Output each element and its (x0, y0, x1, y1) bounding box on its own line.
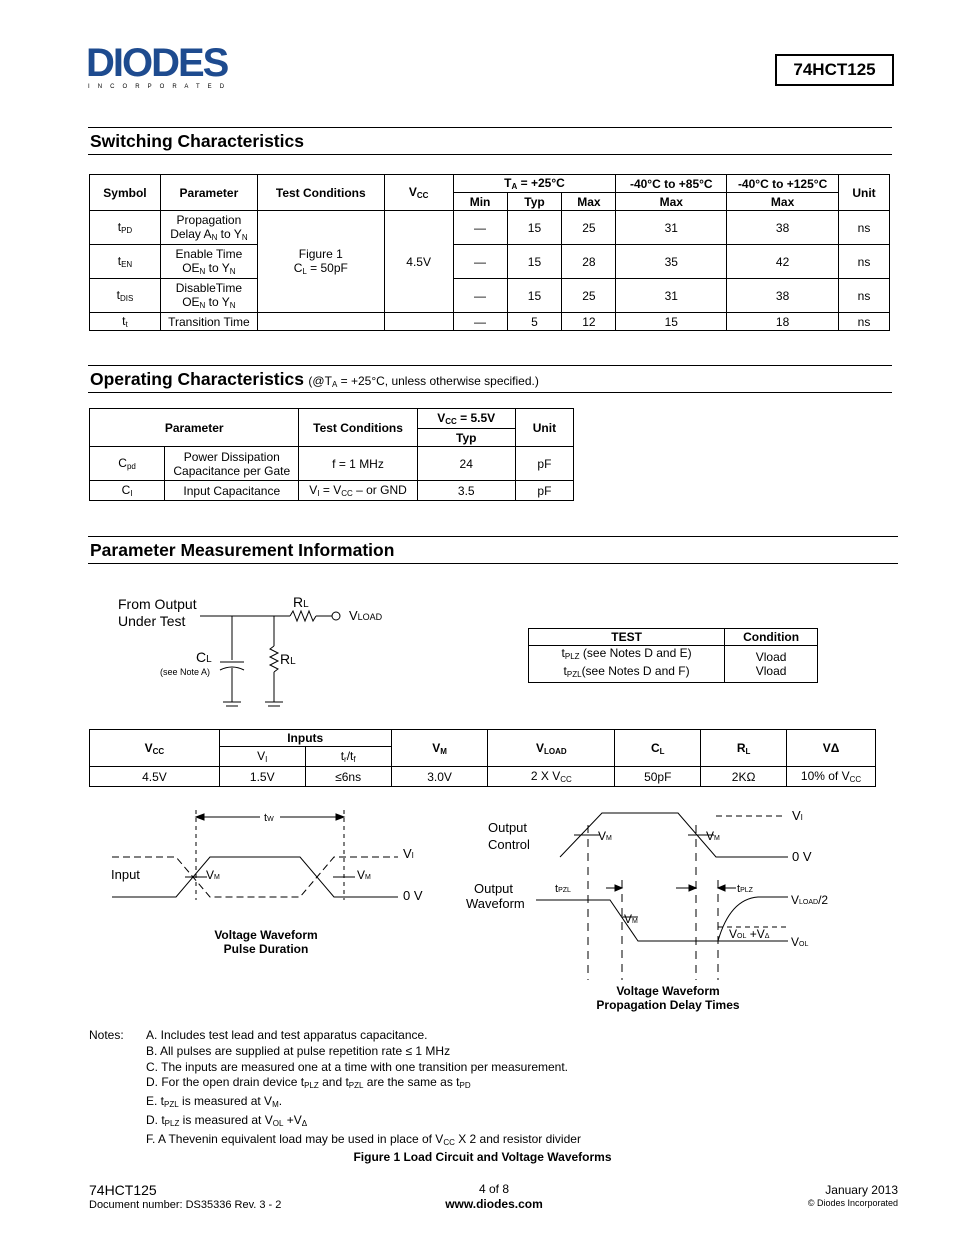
header-unit: Unit (839, 175, 890, 211)
vm-label-right: VM (357, 868, 371, 882)
header-unit: Unit (515, 409, 573, 447)
vm-label-left: VM (598, 829, 612, 843)
header-symbol: Symbol (90, 175, 161, 211)
section-rule-top (88, 365, 892, 366)
notes-list (146, 1028, 866, 1151)
section-rule-bottom (88, 154, 892, 155)
header-range85: -40°C to +85°C (616, 175, 727, 193)
operating-subtitle: ($@T_A = +25^\circ C$, unless otherwise specified.) (308, 374, 539, 389)
header-typ: Typ (417, 429, 515, 447)
switching-title: Switching Characteristics (90, 131, 304, 151)
operating-table (89, 408, 574, 501)
pulse-duration-waveform (100, 805, 430, 965)
test-condition-cell: Figure 1 $C_L = 50pF$ (257, 211, 384, 313)
vload-label: VLOAD (349, 608, 383, 623)
logo-wordmark: DIODES (86, 42, 228, 85)
header-vi: $V_I$ (219, 747, 305, 767)
table-row: $C_{pd}$ Power Dissipation Capacitance per Gate f = 1 MHz 24 pF (90, 447, 574, 481)
note-f: F. A Thevenin equivalent load may be used in place of $V_{CC}$ X 2 and resistor divider (146, 1131, 581, 1147)
header-cl: $C_L$ (615, 730, 701, 767)
delay-caption-2: Propagation Delay Times (596, 998, 740, 1012)
header-vcc: $V_{CC} = 5.5V$ (417, 409, 515, 429)
footer-page: 4 of 8 (478, 1182, 510, 1196)
rl-side-label: RL (280, 651, 296, 667)
vol-label: VOL (791, 935, 809, 949)
section-rule-bottom (88, 392, 892, 393)
figure-caption: Figure 1 Load Circuit and Voltage Waveforms (353, 1150, 612, 1164)
table-row: $t_{PD}$ Propagation Delay $A_N$ to $Y_N$ Figure 1 $C_L = 50pF$ 4.5V — 15 25 31 38 ns (90, 211, 890, 245)
header-test-conditions: Test Conditions (299, 409, 417, 447)
footer-date: January 2013 (825, 1183, 898, 1197)
vi-label: VI (792, 808, 803, 823)
header-test-conditions: Test Conditions (257, 175, 384, 211)
table-row: $t_{EN}$ Enable Time $OE_N$ to $Y_N$ — 15 28 35 42 ns (90, 245, 890, 279)
header-rl: $R_L$ (701, 730, 787, 767)
footer-part: 74HCT125 (89, 1182, 157, 1198)
tpzl-label: tPZL (555, 883, 571, 895)
tw-label: tW (264, 812, 274, 824)
section-rule-bottom (88, 563, 898, 564)
test-condition-table (528, 628, 818, 683)
note-d-plz: D. $t_{PLZ}$ is measured at $V_{OL} +V_\Delta$ (146, 1112, 308, 1128)
vi-label: VI (403, 846, 414, 861)
header-trtf: $t_r/t_f$ (305, 747, 391, 767)
header-test: TEST (529, 629, 725, 646)
output-control-label-2: Control (488, 837, 530, 852)
zero-v-label: 0 V (403, 888, 423, 903)
table-row: $t_{PLZ}$ (see Notes D and E) $t_{PZL}(see$ Notes D and F) Vload Vload (529, 646, 818, 683)
header-parameter: Parameter (160, 175, 257, 211)
table-row: $t_t$ Transition Time — 5 12 15 18 ns (90, 313, 890, 331)
operating-title: Operating Characteristics (90, 369, 304, 389)
vm-label-output: VM (624, 912, 638, 926)
header-typ: Typ (507, 193, 562, 211)
note-a: A. Includes test lead and test apparatus capacitance. (146, 1028, 428, 1042)
header-ta25: $T_A = +25^\circ C$ (453, 175, 616, 193)
header-vcc: $V_{CC}$ (90, 730, 220, 767)
output-waveform-label-2: Waveform (466, 896, 525, 911)
header-max125: Max (727, 193, 839, 211)
tplz-label: tPLZ (737, 883, 753, 895)
propagation-delay-waveform (460, 805, 860, 1017)
see-note-label: (see Note A) (160, 667, 211, 677)
input-label: Input (111, 867, 140, 882)
part-number-box (775, 54, 894, 86)
table-row: $t_{DIS}$ DisableTime $OE_N$ to $Y_N$ — 15 25 31 38 ns (90, 279, 890, 313)
vm-label-left: VM (206, 868, 220, 882)
header-vdelta: VΔ (787, 730, 876, 767)
rl-top-label: RL (293, 594, 309, 610)
notes-label: Notes: (89, 1028, 124, 1042)
vm-label-right: VM (706, 829, 720, 843)
operating-title-line (90, 369, 539, 390)
section-rule-top (88, 127, 892, 128)
footer-doc-number: Document number: DS35336 Rev. 3 - 2 (89, 1199, 282, 1211)
vload2-label: VLOAD/2 (791, 893, 829, 907)
footer-copyright: © Diodes Incorporated (807, 1198, 898, 1208)
table-row: 4.5V 1.5V ≤6ns 3.0V 2 X $V_{CC}$ 50pF 2KΩ 10% of $V_{CC}$ (90, 767, 876, 787)
table-row: $C_I$ Input Capacitance $V_I = V_{CC}$ – or GND 3.5 pF (90, 481, 574, 501)
note-b: B. All pulses are supplied at pulse repetition rate ≤ 1 MHz (146, 1043, 451, 1058)
output-control-label-1: Output (488, 820, 528, 835)
pulse-caption-2: Pulse Duration (223, 942, 309, 956)
cl-label: CL (196, 649, 212, 665)
header-vcc: $V_{CC}$ (384, 175, 453, 211)
section-rule-top (88, 536, 898, 537)
from-output-label: From Output (118, 596, 197, 612)
vcc-value-cell: 4.5V (384, 211, 453, 313)
zero-v-label: 0 V (792, 849, 812, 864)
header-vload: $V_{LOAD}$ (488, 730, 615, 767)
vol-dv-label: VOL +VΔ (729, 927, 770, 941)
note-c: C. The inputs are measured one at a time with one transition per measurement. (146, 1059, 568, 1074)
header-min: Min (453, 193, 507, 211)
part-number: 74HCT125 (793, 60, 876, 79)
switching-table (89, 174, 890, 331)
header-vm: $V_M$ (391, 730, 488, 767)
header-max85: Max (616, 193, 727, 211)
note-d: D. For the open drain device $t_{PLZ}$ and $t_{PZL}$ are the same as $t_{PD}$ (146, 1075, 471, 1091)
output-waveform-label-1: Output (474, 881, 514, 896)
header-condition: Condition (725, 629, 818, 646)
header-max: Max (562, 193, 616, 211)
footer-url[interactable]: www.diodes.com (445, 1197, 543, 1211)
under-test-label: Under Test (118, 613, 186, 629)
header-inputs: Inputs (219, 730, 391, 747)
pulse-caption-1: Voltage Waveform (214, 928, 318, 942)
load-circuit-diagram (110, 590, 400, 720)
measurement-conditions-table (89, 729, 876, 787)
note-e: E. $t_{PZL}$ is measured at $V_M$. (146, 1094, 283, 1110)
header-parameter: Parameter (90, 409, 299, 447)
logo-subtext: I N C O R P O R A T E D (88, 84, 228, 90)
diodes-logo (86, 42, 258, 90)
header-range125: -40°C to +125°C (727, 175, 839, 193)
parameter-measurement-title: Parameter Measurement Information (90, 540, 395, 560)
delay-caption-1: Voltage Waveform (616, 984, 720, 998)
